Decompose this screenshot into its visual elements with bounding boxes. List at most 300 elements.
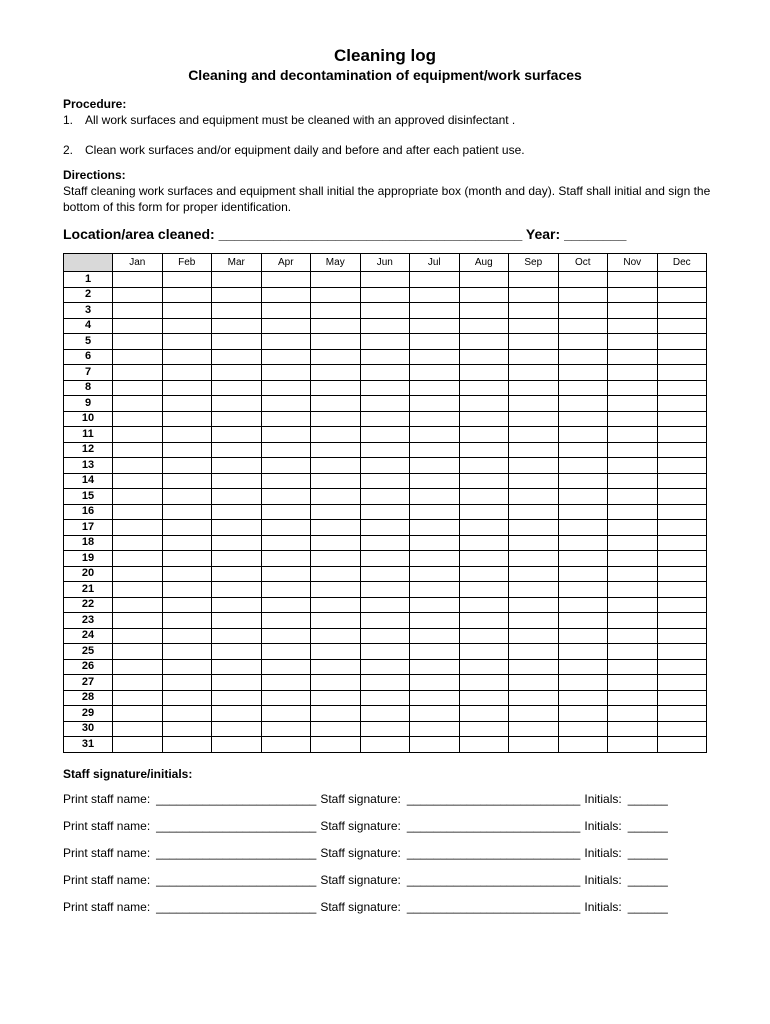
initial-cell[interactable] — [162, 365, 212, 381]
initial-cell[interactable] — [657, 690, 707, 706]
initial-cell[interactable] — [311, 287, 361, 303]
staff-signature-field[interactable]: __________________________ — [406, 900, 581, 914]
initial-cell[interactable] — [261, 349, 311, 365]
initial-cell[interactable] — [261, 582, 311, 598]
initial-cell[interactable] — [311, 504, 361, 520]
print-name-field[interactable]: ________________________ — [156, 873, 317, 887]
initial-cell[interactable] — [608, 396, 658, 412]
initial-cell[interactable] — [212, 628, 262, 644]
initial-cell[interactable] — [558, 287, 608, 303]
initial-cell[interactable] — [212, 690, 262, 706]
initial-cell[interactable] — [410, 520, 460, 536]
initial-cell[interactable] — [608, 551, 658, 567]
initial-cell[interactable] — [608, 303, 658, 319]
initial-cell[interactable] — [657, 396, 707, 412]
initial-cell[interactable] — [113, 644, 163, 660]
initial-cell[interactable] — [162, 504, 212, 520]
initial-cell[interactable] — [657, 721, 707, 737]
initial-cell[interactable] — [558, 721, 608, 737]
initial-cell[interactable] — [459, 520, 509, 536]
initial-cell[interactable] — [113, 551, 163, 567]
initial-cell[interactable] — [459, 365, 509, 381]
initial-cell[interactable] — [113, 690, 163, 706]
initial-cell[interactable] — [113, 566, 163, 582]
initial-cell[interactable] — [509, 287, 559, 303]
print-name-field[interactable]: ________________________ — [156, 900, 317, 914]
staff-signature-field[interactable]: __________________________ — [406, 819, 581, 833]
initial-cell[interactable] — [261, 628, 311, 644]
initial-cell[interactable] — [162, 582, 212, 598]
initial-cell[interactable] — [558, 582, 608, 598]
initial-cell[interactable] — [558, 349, 608, 365]
initial-cell[interactable] — [360, 551, 410, 567]
initial-cell[interactable] — [558, 272, 608, 288]
initial-cell[interactable] — [410, 365, 460, 381]
initial-cell[interactable] — [657, 737, 707, 753]
initial-cell[interactable] — [162, 706, 212, 722]
initial-cell[interactable] — [113, 613, 163, 629]
initial-cell[interactable] — [509, 535, 559, 551]
initial-cell[interactable] — [162, 287, 212, 303]
initial-cell[interactable] — [162, 396, 212, 412]
initial-cell[interactable] — [360, 613, 410, 629]
initial-cell[interactable] — [558, 334, 608, 350]
initial-cell[interactable] — [509, 737, 559, 753]
initial-cell[interactable] — [113, 318, 163, 334]
initial-cell[interactable] — [459, 597, 509, 613]
initial-cell[interactable] — [162, 566, 212, 582]
initial-cell[interactable] — [558, 504, 608, 520]
initial-cell[interactable] — [459, 442, 509, 458]
initial-cell[interactable] — [311, 318, 361, 334]
initial-cell[interactable] — [311, 380, 361, 396]
initial-cell[interactable] — [410, 303, 460, 319]
initial-cell[interactable] — [608, 582, 658, 598]
initial-cell[interactable] — [410, 659, 460, 675]
initial-cell[interactable] — [608, 706, 658, 722]
initial-cell[interactable] — [608, 690, 658, 706]
initial-cell[interactable] — [657, 334, 707, 350]
initial-cell[interactable] — [558, 551, 608, 567]
initial-cell[interactable] — [459, 473, 509, 489]
initial-cell[interactable] — [509, 272, 559, 288]
initial-cell[interactable] — [360, 659, 410, 675]
initial-cell[interactable] — [509, 458, 559, 474]
initial-cell[interactable] — [558, 473, 608, 489]
initial-cell[interactable] — [509, 365, 559, 381]
initial-cell[interactable] — [509, 613, 559, 629]
initial-cell[interactable] — [360, 458, 410, 474]
initial-cell[interactable] — [261, 721, 311, 737]
initial-cell[interactable] — [558, 613, 608, 629]
initial-cell[interactable] — [509, 396, 559, 412]
initial-cell[interactable] — [360, 318, 410, 334]
initial-cell[interactable] — [212, 303, 262, 319]
initial-cell[interactable] — [261, 597, 311, 613]
initial-cell[interactable] — [113, 427, 163, 443]
initial-cell[interactable] — [657, 566, 707, 582]
initial-cell[interactable] — [558, 690, 608, 706]
initial-cell[interactable] — [311, 442, 361, 458]
initial-cell[interactable] — [261, 318, 311, 334]
staff-signature-field[interactable]: __________________________ — [406, 873, 581, 887]
initial-cell[interactable] — [608, 504, 658, 520]
initial-cell[interactable] — [261, 334, 311, 350]
initial-cell[interactable] — [212, 287, 262, 303]
initial-cell[interactable] — [360, 690, 410, 706]
initial-cell[interactable] — [509, 334, 559, 350]
initial-cell[interactable] — [261, 706, 311, 722]
initial-cell[interactable] — [212, 396, 262, 412]
initial-cell[interactable] — [311, 535, 361, 551]
initial-cell[interactable] — [459, 706, 509, 722]
initial-cell[interactable] — [261, 659, 311, 675]
initial-cell[interactable] — [311, 396, 361, 412]
initial-cell[interactable] — [311, 520, 361, 536]
initial-cell[interactable] — [162, 690, 212, 706]
initial-cell[interactable] — [113, 597, 163, 613]
initial-cell[interactable] — [657, 489, 707, 505]
initials-field[interactable]: ______ — [627, 900, 668, 914]
initial-cell[interactable] — [162, 318, 212, 334]
initial-cell[interactable] — [162, 551, 212, 567]
initial-cell[interactable] — [558, 566, 608, 582]
initial-cell[interactable] — [410, 737, 460, 753]
initial-cell[interactable] — [360, 582, 410, 598]
initial-cell[interactable] — [657, 458, 707, 474]
initial-cell[interactable] — [657, 365, 707, 381]
initial-cell[interactable] — [113, 411, 163, 427]
initial-cell[interactable] — [261, 303, 311, 319]
initial-cell[interactable] — [459, 566, 509, 582]
initial-cell[interactable] — [509, 489, 559, 505]
initial-cell[interactable] — [212, 520, 262, 536]
initial-cell[interactable] — [509, 303, 559, 319]
initial-cell[interactable] — [212, 365, 262, 381]
initial-cell[interactable] — [657, 380, 707, 396]
initial-cell[interactable] — [261, 675, 311, 691]
initial-cell[interactable] — [311, 659, 361, 675]
initial-cell[interactable] — [459, 272, 509, 288]
initial-cell[interactable] — [162, 303, 212, 319]
initial-cell[interactable] — [212, 597, 262, 613]
initial-cell[interactable] — [113, 473, 163, 489]
initial-cell[interactable] — [509, 628, 559, 644]
initial-cell[interactable] — [608, 458, 658, 474]
initial-cell[interactable] — [162, 644, 212, 660]
initial-cell[interactable] — [261, 737, 311, 753]
initial-cell[interactable] — [113, 737, 163, 753]
initial-cell[interactable] — [657, 597, 707, 613]
initial-cell[interactable] — [459, 613, 509, 629]
initial-cell[interactable] — [162, 458, 212, 474]
initial-cell[interactable] — [509, 473, 559, 489]
initial-cell[interactable] — [558, 706, 608, 722]
initial-cell[interactable] — [113, 628, 163, 644]
initial-cell[interactable] — [212, 737, 262, 753]
initial-cell[interactable] — [212, 411, 262, 427]
initial-cell[interactable] — [657, 551, 707, 567]
initial-cell[interactable] — [608, 442, 658, 458]
initial-cell[interactable] — [558, 380, 608, 396]
initial-cell[interactable] — [162, 721, 212, 737]
initial-cell[interactable] — [410, 473, 460, 489]
initial-cell[interactable] — [311, 628, 361, 644]
initial-cell[interactable] — [459, 287, 509, 303]
initial-cell[interactable] — [261, 504, 311, 520]
initial-cell[interactable] — [459, 411, 509, 427]
initial-cell[interactable] — [410, 613, 460, 629]
initial-cell[interactable] — [459, 427, 509, 443]
initial-cell[interactable] — [459, 690, 509, 706]
initial-cell[interactable] — [410, 489, 460, 505]
initial-cell[interactable] — [509, 706, 559, 722]
initial-cell[interactable] — [212, 458, 262, 474]
initial-cell[interactable] — [410, 380, 460, 396]
initial-cell[interactable] — [311, 303, 361, 319]
initial-cell[interactable] — [608, 520, 658, 536]
initial-cell[interactable] — [459, 721, 509, 737]
initial-cell[interactable] — [558, 303, 608, 319]
initial-cell[interactable] — [608, 721, 658, 737]
initial-cell[interactable] — [311, 427, 361, 443]
initial-cell[interactable] — [212, 473, 262, 489]
initial-cell[interactable] — [558, 675, 608, 691]
initials-field[interactable]: ______ — [627, 819, 668, 833]
initial-cell[interactable] — [410, 597, 460, 613]
initial-cell[interactable] — [657, 628, 707, 644]
initial-cell[interactable] — [261, 365, 311, 381]
initial-cell[interactable] — [459, 318, 509, 334]
initial-cell[interactable] — [410, 628, 460, 644]
initial-cell[interactable] — [360, 628, 410, 644]
initial-cell[interactable] — [360, 334, 410, 350]
initial-cell[interactable] — [113, 349, 163, 365]
initial-cell[interactable] — [162, 442, 212, 458]
print-name-field[interactable]: ________________________ — [156, 792, 317, 806]
initial-cell[interactable] — [113, 504, 163, 520]
initial-cell[interactable] — [657, 442, 707, 458]
initial-cell[interactable] — [558, 489, 608, 505]
initial-cell[interactable] — [509, 411, 559, 427]
initial-cell[interactable] — [657, 272, 707, 288]
initial-cell[interactable] — [558, 427, 608, 443]
initial-cell[interactable] — [113, 365, 163, 381]
initial-cell[interactable] — [509, 721, 559, 737]
initial-cell[interactable] — [261, 272, 311, 288]
initial-cell[interactable] — [212, 349, 262, 365]
initial-cell[interactable] — [509, 659, 559, 675]
initials-field[interactable]: ______ — [627, 792, 668, 806]
initial-cell[interactable] — [360, 489, 410, 505]
initial-cell[interactable] — [311, 566, 361, 582]
initial-cell[interactable] — [509, 675, 559, 691]
initial-cell[interactable] — [657, 520, 707, 536]
initial-cell[interactable] — [360, 675, 410, 691]
initial-cell[interactable] — [360, 411, 410, 427]
initial-cell[interactable] — [311, 365, 361, 381]
initial-cell[interactable] — [608, 659, 658, 675]
initial-cell[interactable] — [261, 458, 311, 474]
initial-cell[interactable] — [558, 396, 608, 412]
initial-cell[interactable] — [113, 659, 163, 675]
initial-cell[interactable] — [657, 427, 707, 443]
initial-cell[interactable] — [212, 613, 262, 629]
initial-cell[interactable] — [261, 411, 311, 427]
initial-cell[interactable] — [360, 737, 410, 753]
initial-cell[interactable] — [162, 613, 212, 629]
initial-cell[interactable] — [558, 597, 608, 613]
initial-cell[interactable] — [311, 349, 361, 365]
initial-cell[interactable] — [162, 349, 212, 365]
initial-cell[interactable] — [657, 582, 707, 598]
initial-cell[interactable] — [360, 272, 410, 288]
initial-cell[interactable] — [558, 520, 608, 536]
initial-cell[interactable] — [657, 613, 707, 629]
initial-cell[interactable] — [509, 349, 559, 365]
initial-cell[interactable] — [311, 489, 361, 505]
initial-cell[interactable] — [311, 458, 361, 474]
initial-cell[interactable] — [360, 442, 410, 458]
initial-cell[interactable] — [657, 659, 707, 675]
initial-cell[interactable] — [212, 566, 262, 582]
initial-cell[interactable] — [459, 659, 509, 675]
initial-cell[interactable] — [509, 644, 559, 660]
initial-cell[interactable] — [410, 706, 460, 722]
initial-cell[interactable] — [509, 597, 559, 613]
initial-cell[interactable] — [162, 411, 212, 427]
initial-cell[interactable] — [657, 411, 707, 427]
initial-cell[interactable] — [558, 628, 608, 644]
location-field[interactable]: _______________________________________ — [218, 226, 523, 242]
initial-cell[interactable] — [162, 380, 212, 396]
initial-cell[interactable] — [212, 489, 262, 505]
initial-cell[interactable] — [459, 380, 509, 396]
initial-cell[interactable] — [261, 566, 311, 582]
initial-cell[interactable] — [212, 582, 262, 598]
initial-cell[interactable] — [162, 489, 212, 505]
initial-cell[interactable] — [459, 303, 509, 319]
initial-cell[interactable] — [509, 551, 559, 567]
initial-cell[interactable] — [212, 535, 262, 551]
initial-cell[interactable] — [261, 287, 311, 303]
initial-cell[interactable] — [608, 318, 658, 334]
initial-cell[interactable] — [360, 644, 410, 660]
initial-cell[interactable] — [311, 582, 361, 598]
initial-cell[interactable] — [459, 737, 509, 753]
initial-cell[interactable] — [360, 303, 410, 319]
initial-cell[interactable] — [459, 551, 509, 567]
initial-cell[interactable] — [608, 427, 658, 443]
initial-cell[interactable] — [261, 380, 311, 396]
initial-cell[interactable] — [509, 582, 559, 598]
initial-cell[interactable] — [261, 520, 311, 536]
initial-cell[interactable] — [311, 334, 361, 350]
initial-cell[interactable] — [608, 334, 658, 350]
initial-cell[interactable] — [410, 675, 460, 691]
initial-cell[interactable] — [360, 721, 410, 737]
initial-cell[interactable] — [311, 706, 361, 722]
initial-cell[interactable] — [608, 287, 658, 303]
initial-cell[interactable] — [360, 365, 410, 381]
initial-cell[interactable] — [410, 442, 460, 458]
initial-cell[interactable] — [311, 644, 361, 660]
initial-cell[interactable] — [162, 427, 212, 443]
initial-cell[interactable] — [113, 706, 163, 722]
initial-cell[interactable] — [410, 535, 460, 551]
initial-cell[interactable] — [212, 504, 262, 520]
initial-cell[interactable] — [608, 644, 658, 660]
initial-cell[interactable] — [113, 582, 163, 598]
staff-signature-field[interactable]: __________________________ — [406, 792, 581, 806]
initial-cell[interactable] — [360, 396, 410, 412]
initial-cell[interactable] — [360, 597, 410, 613]
initial-cell[interactable] — [360, 504, 410, 520]
initial-cell[interactable] — [558, 737, 608, 753]
staff-signature-field[interactable]: __________________________ — [406, 846, 581, 860]
initial-cell[interactable] — [459, 628, 509, 644]
initial-cell[interactable] — [608, 628, 658, 644]
initial-cell[interactable] — [657, 535, 707, 551]
initial-cell[interactable] — [657, 303, 707, 319]
initial-cell[interactable] — [360, 473, 410, 489]
year-field[interactable]: ________ — [564, 226, 627, 242]
initial-cell[interactable] — [212, 334, 262, 350]
initial-cell[interactable] — [162, 535, 212, 551]
initial-cell[interactable] — [162, 520, 212, 536]
initial-cell[interactable] — [410, 396, 460, 412]
initial-cell[interactable] — [113, 721, 163, 737]
initial-cell[interactable] — [410, 566, 460, 582]
initial-cell[interactable] — [608, 675, 658, 691]
initial-cell[interactable] — [360, 535, 410, 551]
initial-cell[interactable] — [212, 442, 262, 458]
initial-cell[interactable] — [608, 613, 658, 629]
initial-cell[interactable] — [162, 659, 212, 675]
initial-cell[interactable] — [162, 272, 212, 288]
initial-cell[interactable] — [212, 706, 262, 722]
initial-cell[interactable] — [509, 380, 559, 396]
initial-cell[interactable] — [261, 473, 311, 489]
initial-cell[interactable] — [311, 737, 361, 753]
initial-cell[interactable] — [261, 396, 311, 412]
initial-cell[interactable] — [311, 690, 361, 706]
initial-cell[interactable] — [261, 489, 311, 505]
initial-cell[interactable] — [410, 411, 460, 427]
initial-cell[interactable] — [608, 489, 658, 505]
initial-cell[interactable] — [212, 427, 262, 443]
initial-cell[interactable] — [410, 551, 460, 567]
initial-cell[interactable] — [459, 396, 509, 412]
initial-cell[interactable] — [212, 644, 262, 660]
initial-cell[interactable] — [113, 380, 163, 396]
initial-cell[interactable] — [657, 504, 707, 520]
initial-cell[interactable] — [360, 520, 410, 536]
initial-cell[interactable] — [608, 737, 658, 753]
initial-cell[interactable] — [261, 690, 311, 706]
initial-cell[interactable] — [410, 272, 460, 288]
initial-cell[interactable] — [509, 566, 559, 582]
initial-cell[interactable] — [558, 411, 608, 427]
initial-cell[interactable] — [558, 318, 608, 334]
initial-cell[interactable] — [410, 690, 460, 706]
initials-field[interactable]: ______ — [627, 846, 668, 860]
print-name-field[interactable]: ________________________ — [156, 819, 317, 833]
initial-cell[interactable] — [261, 535, 311, 551]
initial-cell[interactable] — [162, 334, 212, 350]
initial-cell[interactable] — [608, 380, 658, 396]
initial-cell[interactable] — [162, 675, 212, 691]
